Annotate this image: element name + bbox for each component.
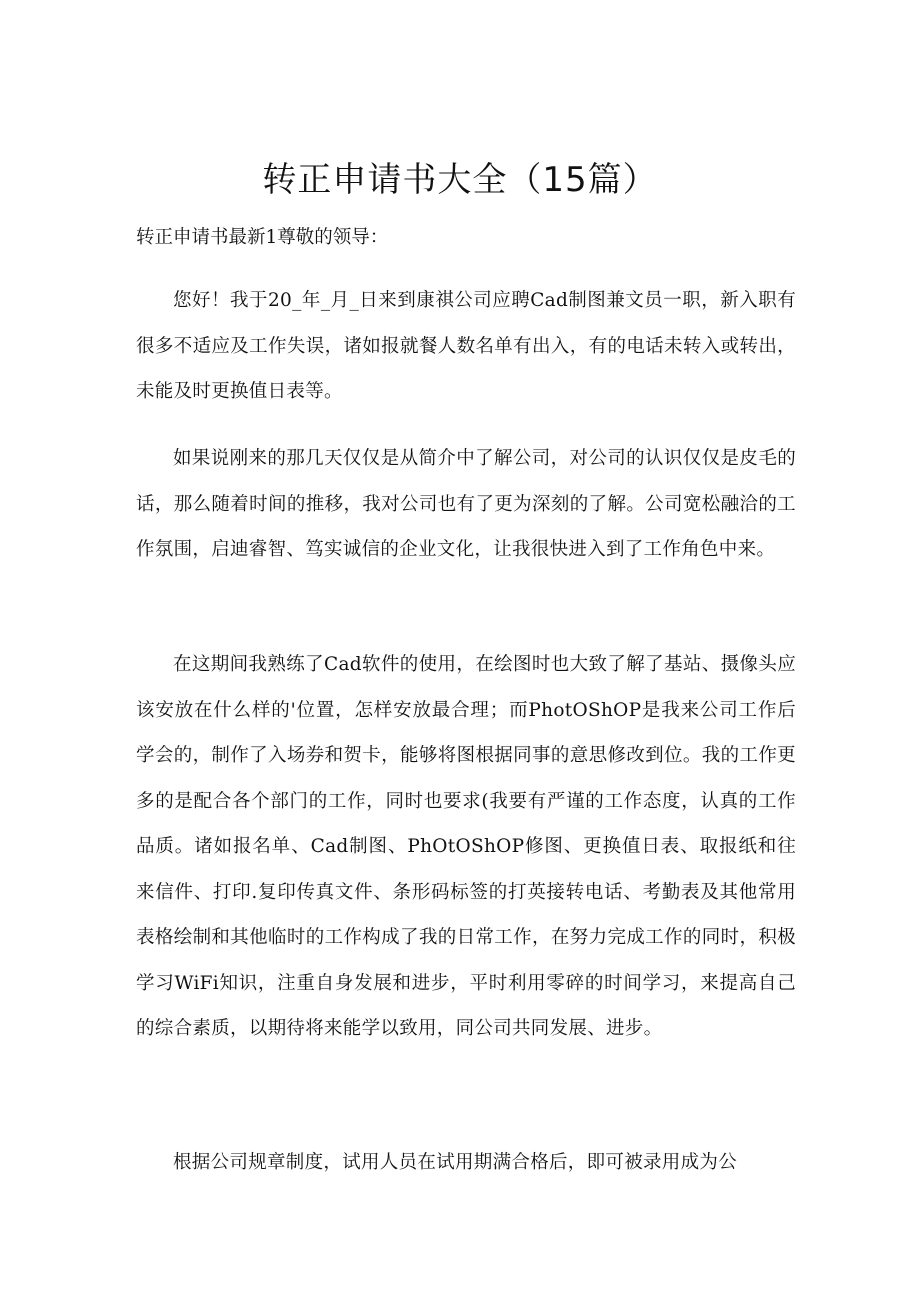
document-subtitle: 转正申请书最新1尊敬的领导： [136,227,389,248]
paragraph-2: 如果说刚来的那几天仅仅是从简介中了解公司，对公司的认识仅仅是皮毛的话，那么随着时间的推移，我对公司也有了更为深刻的了解。公司宽松融洽的工作氛围，启迪睿智、笃实诚信的企业文化，让我很快进入到了工作角色中来。 [136,448,796,560]
document-title: 转正申请书大全（15篇） [262,160,658,200]
paragraph-3: 在这期间我熟练了Cad软件的使用，在绘图时也大致了解了基站、摄像头应该安放在什么样的'位置，怎样安放最合理；而PhotOShOP是我来公司工作后学会的，制作了入场券和贺卡，能够将图根据同事的意思修改到位。我的工作更多的是配合各个部门的工作，同时也要求(我要有严谨的工作态度，认真的工作品质。诸如报名单、Cad制图、PhOtOShOP修图、更换值日表、取报纸和往来信件、打印.复印传真文件、条形码标签的打英接转电话、考勤表及其他常用表格绘制和其他临时的工作构成了我的日常工作，在努力完成工作的同时，积极学习WiFi知识，注重自身发展和进步，平时利用零碎的时间学习，来提高自己的综合素质，以期待将来能学以致用，同公司共同发展、进步。 [136,654,796,1039]
paragraph-4: 根据公司规章制度，试用人员在试用期满合格后，即可被录用成为公 [173,1152,738,1173]
paragraph-1: 您好！我于20_年_月_日来到康祺公司应聘Cad制图兼文员一职，新入职有很多不适应及工作失误，诸如报就餐人数名单有出入，有的电话未转入或转出，未能及时更换值日表等。 [136,290,796,402]
